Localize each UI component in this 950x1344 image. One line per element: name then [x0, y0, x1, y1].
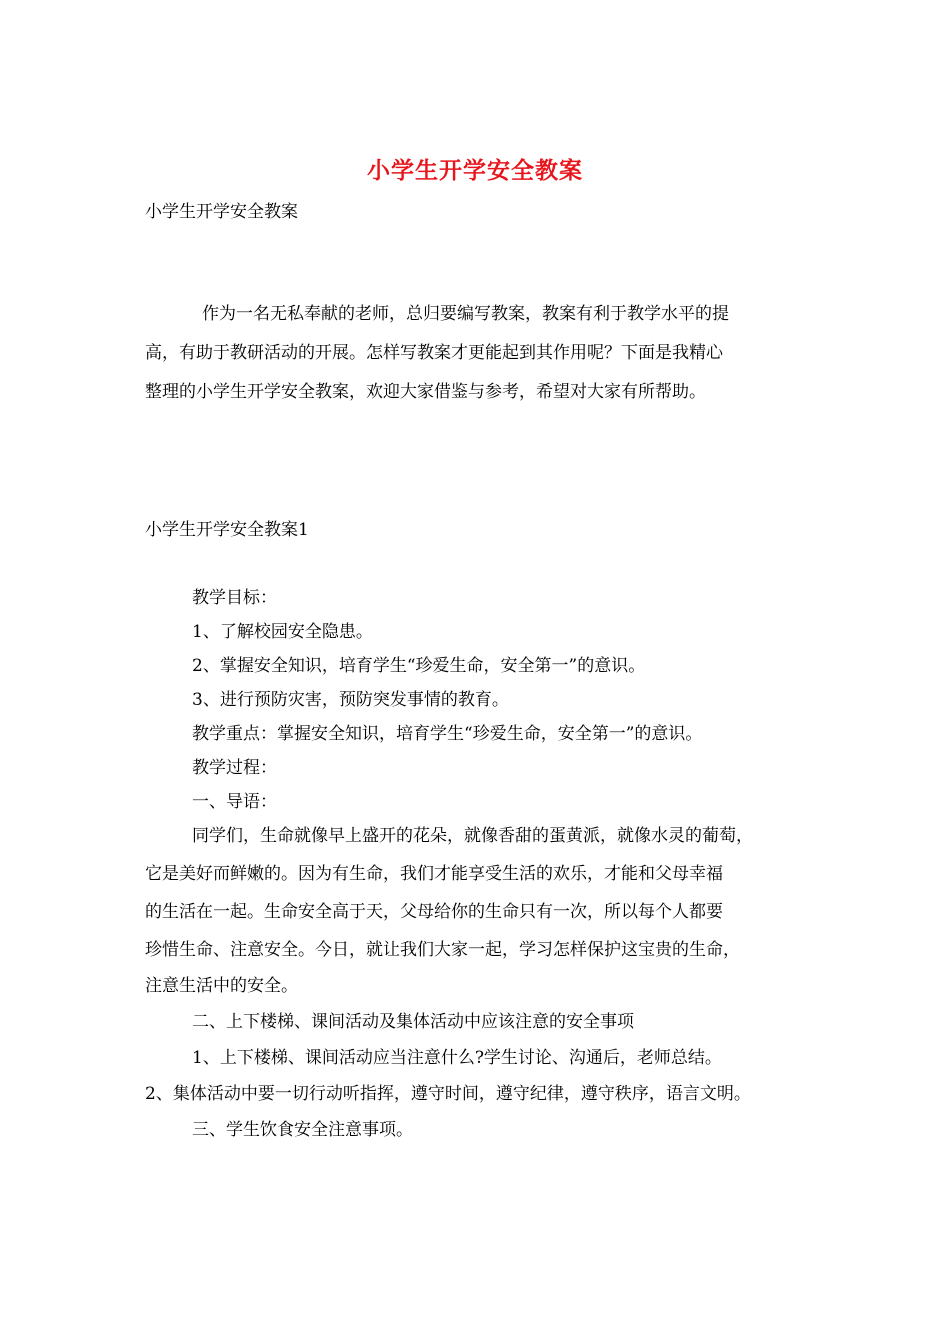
section-heading: 小学生开学安全教案1	[145, 520, 309, 540]
intro-line-2: 高，有助于教研活动的开展。怎样写教案才更能起到其作用呢？下面是我精心	[145, 343, 723, 363]
goal-item-1: 1、了解校园安全隐患。	[192, 622, 373, 642]
part1-line-1: 同学们，生命就像早上盛开的花朵，就像香甜的蛋黄派，就像水灵的葡萄，	[192, 826, 753, 846]
goal-item-2: 2、掌握安全知识，培育学生“珍爱生命，安全第一”的意识。	[192, 656, 646, 676]
teaching-focus: 教学重点：掌握安全知识，培育学生“珍爱生命，安全第一”的意识。	[192, 724, 703, 744]
goals-label: 教学目标：	[192, 588, 277, 608]
intro-line-1: 作为一名无私奉献的老师，总归要编写教案，教案有利于教学水平的提	[202, 304, 729, 324]
part1-line-5: 注意生活中的安全。	[145, 976, 298, 996]
part1-line-2: 它是美好而鲜嫩的。因为有生命，我们才能享受生活的欢乐，才能和父母幸福	[145, 864, 723, 884]
goal-item-3: 3、进行预防灾害，预防突发事情的教育。	[192, 690, 509, 710]
intro-line-3: 整理的小学生开学安全教案，欢迎大家借鉴与参考，希望对大家有所帮助。	[145, 382, 706, 402]
part1-line-3: 的生活在一起。生命安全高于天，父母给你的生命只有一次，所以每个人都要	[145, 902, 723, 922]
part2-item-2: 2、集体活动中要一切行动听指挥，遵守时间，遵守纪律，遵守秩序，语言文明。	[145, 1084, 751, 1104]
process-label: 教学过程：	[192, 758, 277, 778]
part2-item-1: 1、上下楼梯、课间活动应当注意什么?学生讨论、沟通后，老师总结。	[192, 1048, 722, 1068]
part1-line-4: 珍惜生命、注意安全。今日，就让我们大家一起，学习怎样保护这宝贵的生命，	[145, 940, 740, 960]
part2-heading: 二、上下楼梯、课间活动及集体活动中应该注意的安全事项	[192, 1012, 634, 1032]
document-subtitle: 小学生开学安全教案	[145, 202, 298, 222]
part3-heading: 三、学生饮食安全注意事项。	[192, 1120, 413, 1140]
document-title: 小学生开学安全教案	[367, 157, 583, 184]
part1-heading: 一、导语：	[192, 792, 277, 812]
